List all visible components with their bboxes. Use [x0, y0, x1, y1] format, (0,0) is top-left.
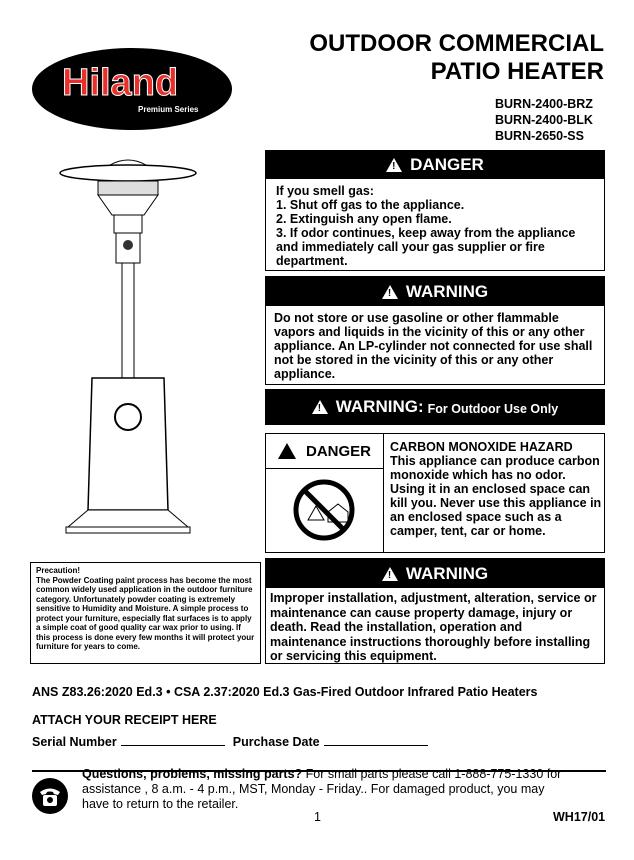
danger-header	[266, 151, 604, 179]
precaution-text: The Powder Coating paint process has become the most common widely used application in the outdoor furniture category. Unfortunately powder coating is extremely sensitive to Humidity and Moisture. A simple process to protect your furniture, especially flat surfaces is to apply a simple coat of good quality car wax prior to using. If this process is done every few months it will protect your furniture for years to come.	[36, 575, 255, 651]
title-line-2: PATIO HEATER	[430, 58, 604, 85]
model-number: BURN-2400-BLK	[495, 113, 593, 127]
hiland-logo	[32, 48, 232, 130]
page-title	[309, 30, 604, 86]
model-number: BURN-2400-BRZ	[495, 97, 593, 111]
co-hazard-text: This appliance can produce carbon monoxide which has no odor. Using it in an enclosed space can kill you. Never use this appliance in an enclosed space such as a camper, tent, car or home.	[390, 454, 602, 538]
warning-storage-box	[265, 276, 605, 385]
warning-outdoor-sub: For Outdoor Use Only	[427, 401, 559, 416]
co-hazard-title: CARBON MONOXIDE HAZARD	[390, 440, 573, 454]
page-number: 1	[314, 810, 321, 824]
receipt-heading: ATTACH YOUR RECEIPT HERE	[32, 713, 217, 727]
warning-storage-text: Do not store or use gasoline or other flammable vapors and liquids in the vicinity of this or any other appliance. An LP-cylinder not connected for use shall not be stored in the vicinity of this or any other appliance.	[274, 311, 593, 381]
title-line-1: OUTDOOR COMMERCIAL	[309, 30, 604, 57]
model-list	[495, 96, 593, 144]
warning-install-box	[265, 558, 605, 664]
warning-header	[266, 559, 604, 588]
co-pictogram-cell	[266, 468, 384, 552]
patio-heater-illustration	[50, 155, 210, 560]
co-danger-label: DANGER	[305, 442, 371, 460]
co-hazard-text-cell	[384, 436, 608, 542]
danger-line: 3. If odor continues, keep away from the appliance	[276, 226, 576, 240]
danger-gas-box	[265, 150, 605, 271]
purchase-date-field[interactable]	[324, 745, 428, 746]
purchase-date-label: Purchase Date	[232, 735, 320, 749]
precaution-title: Precaution!	[36, 566, 81, 575]
danger-gas-text	[266, 179, 604, 273]
serial-number-label: Serial Number	[32, 735, 117, 749]
warning-triangle-icon: !	[312, 400, 328, 414]
precaution-box	[30, 562, 261, 664]
no-enclosed-space-icon	[266, 468, 383, 552]
danger-line: 1. Shut off gas to the appliance.	[276, 198, 465, 212]
logo-series: Premium Series	[138, 105, 199, 114]
contact-text: For small parts please call 1-888-775-1330 for assistance , 8 a.m. - 4 p.m., MST, Monday - Friday.. For damaged product, you may have to return to the retailer.	[82, 767, 562, 811]
logo-brand: Hiland	[62, 62, 179, 104]
warning-outdoor-label: WARNING:	[335, 397, 424, 416]
warning-triangle-icon	[278, 443, 296, 459]
danger-line: department.	[276, 254, 348, 268]
document-code: WH17/01	[553, 810, 606, 824]
warning-label: WARNING	[405, 563, 489, 583]
standards-line: ANS Z83.26:2020 Ed.3 • CSA 2.37:2020 Ed.3 Gas-Fired Outdoor Infrared Patio Heaters	[32, 685, 538, 699]
warning-triangle-icon: !	[382, 285, 398, 299]
warning-install-text: Improper installation, adjustment, alteration, service or maintenance can cause property damage, injury or death. Read the installation, operation and maintenance instructions thoroughly before installing or servicing this equipment.	[270, 591, 597, 663]
serial-number-field[interactable]	[121, 745, 225, 746]
receipt-fields	[32, 735, 428, 749]
warning-outdoor-banner	[265, 389, 605, 425]
telephone-icon	[32, 778, 68, 814]
danger-line: If you smell gas:	[276, 184, 374, 198]
warning-header	[266, 277, 604, 306]
warning-label: WARNING	[405, 281, 489, 301]
danger-line: and immediately call your gas supplier or fire	[276, 240, 545, 254]
co-danger-label-cell	[266, 434, 384, 469]
model-number: BURN-2650-SS	[495, 129, 584, 143]
warning-triangle-icon: !	[382, 567, 398, 581]
contact-heading: Questions, problems, missing parts?	[82, 767, 303, 781]
danger-line: 2. Extinguish any open flame.	[276, 212, 452, 226]
co-hazard-box	[265, 433, 605, 553]
danger-label: DANGER	[410, 155, 484, 174]
contact-info	[82, 767, 562, 812]
warning-triangle-icon: !	[386, 158, 402, 172]
